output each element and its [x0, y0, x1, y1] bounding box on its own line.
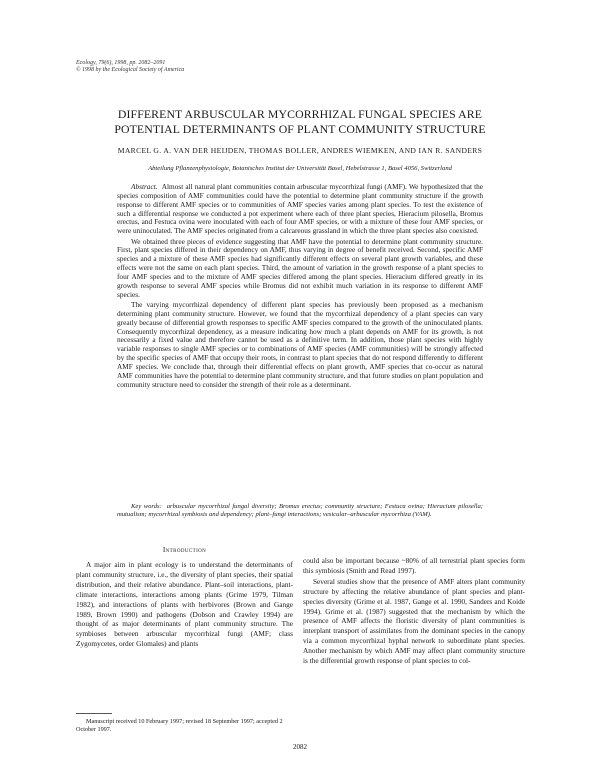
journal-citation	[76, 60, 184, 74]
keywords	[117, 503, 483, 519]
footnote-rule	[76, 713, 112, 714]
abstract-paragraph-1	[117, 183, 483, 236]
manuscript-footnote: Manuscript received 10 February 1997; revised 18 September 1997; accepted 2 October 1997.	[76, 718, 283, 733]
title-line-2: POTENTIAL DETERMINANTS OF PLANT COMMUNITY STRUCTURE	[114, 121, 486, 136]
keywords-label: Key words:	[131, 503, 162, 510]
abstract	[117, 183, 483, 391]
keywords-text: arbuscular mycorrhizal fungal diversity; Bromus erectus; community structure; Festuca ovina; Hieracium pilosella; mutualism; mycorrhizal symbiosis and dependency; plant–fungi interactions; vesicular–arbuscular mycorrhiza (VAM).	[117, 503, 483, 518]
copyright-line: © 1998 by the Ecological Society of America	[76, 67, 185, 73]
journal-line: Ecology, 79(6), 1998, pp. 2082–2091	[76, 60, 166, 66]
right-column	[303, 556, 525, 667]
title-line-1: DIFFERENT ARBUSCULAR MYCORRHIZAL FUNGAL SPECIES ARE	[117, 107, 483, 121]
abstract-text-1: Almost all natural plant communities contain arbuscular mycorrhizal fungi (AMF). We hypothesized that the species composition of AMF communities could have the potential to determine plant community structure if the growth response to different AMF species or to communities of AMF species varies among plant species. To test the existence of such a differential response we conducted a pot experiment where each of three plant species, Hieracium pilosella, Bromus erectus, and Festuca ovina were inoculated with each of four AMF species, or with a mixture of these four AMF species, or were uninoculated. The AMF species originated from a calcareous grassland in which the three plant species also coexisted.	[117, 182, 484, 236]
paper-title	[60, 107, 540, 136]
abstract-paragraph-2: We obtained three pieces of evidence suggesting that AMF have the potential to determine plant community structure. First, plant species differed in their dependency on AMF, thus varying in degree of benefit received. Second, specific AMF species and a mixture of these AMF species had significantly different effects on several plant growth variables, and these effects were not the same on each plant species. Third, the amount of variation in the growth response of a plant species to four AMF species and to the mixture of AMF species differed among the plant species. Hieracium differed greatly in its growth response to several AMF species while Bromus did not exhibit much variation in its response to different AMF species.	[117, 236, 483, 299]
author-list: MARCEL G. A. VAN DER HEIJDEN, THOMAS BOLLER, ANDRES WIEMKEN, AND IAN R. SANDERS	[117, 146, 483, 155]
section-heading-introduction: Introduction	[162, 545, 207, 554]
left-column	[76, 560, 293, 650]
intro-paragraph-continued: could also be important because ~80% of all terrestrial plant species form this symbiosis (Smith and Read 1997).	[303, 556, 525, 575]
intro-paragraph-2: Several studies show that the presence of AMF alters plant community structure by affecting the relative abundance of plant species and plant-species diversity (Grime et al. 1987, Gange et al. 1990, Sanders and Koide 1994). Grime et al. (1987) suggested that the mechanism by which the presence of AMF affects the floristic diversity of plant communities is interplant transport of assimilates from the dominant species in the canopy via a common mycorrhizal hyphal network to subordinate plant species. Another mechanism by which AMF may affect plant community structure is the differential growth response of plant species to col-	[303, 576, 525, 666]
intro-paragraph-1: A major aim in plant ecology is to understand the determinants of plant community structure, i.e., the diversity of plant species, their spatial distribution, and their relative abundance. Plant–soil interactions, plant-climate interactions, interactions among plants (Grime 1979, Tilman 1982), and interactions of plants with herbivores (Brown and Gange 1989, Brown 1990) and pathogens (Dobson and Crawley 1994) are thought of as major determinants of plant community structure. The symbioses between arbuscular mycorrhizal fungi (AMF; class Zygomycetes, order Glomales) and plants	[76, 560, 293, 649]
abstract-paragraph-3: The varying mycorrhizal dependency of different plant species has previously been proposed as a mechanism determining plant community structure. However, we found that the mycorrhizal dependency of a plant species can vary greatly because of differential growth responses to specific AMF species compared to the growth of the uninoculated plants. Consequently mycorrhizal dependency, as a measure indicating how much a plant depends on AMF for its growth, is not necessarily a fixed value and therefore cannot be used as a definitive term. In addition, those plant species with highly variable responses to single AMF species or to combinations of AMF species (AMF communities) will be strongly affected by the specific species of AMF that occupy their roots, in contrast to plant species that do not respond differently to different AMF species. We conclude that, through their differential effects on plant growth, AMF species that co-occur as natural AMF communities have the potential to determine plant community structure, and that future studies on plant population and community structure need to consider the strength of their role as a determinant.	[117, 299, 483, 389]
page-number: 2082	[293, 743, 307, 751]
affiliation: Abteilung Pflanzenphysiologie, Botanisches Institut der Universität Basel, Hebelstrasse 1, Basel 4056, Switzerland	[148, 165, 452, 172]
abstract-label: Abstract.	[131, 182, 158, 191]
